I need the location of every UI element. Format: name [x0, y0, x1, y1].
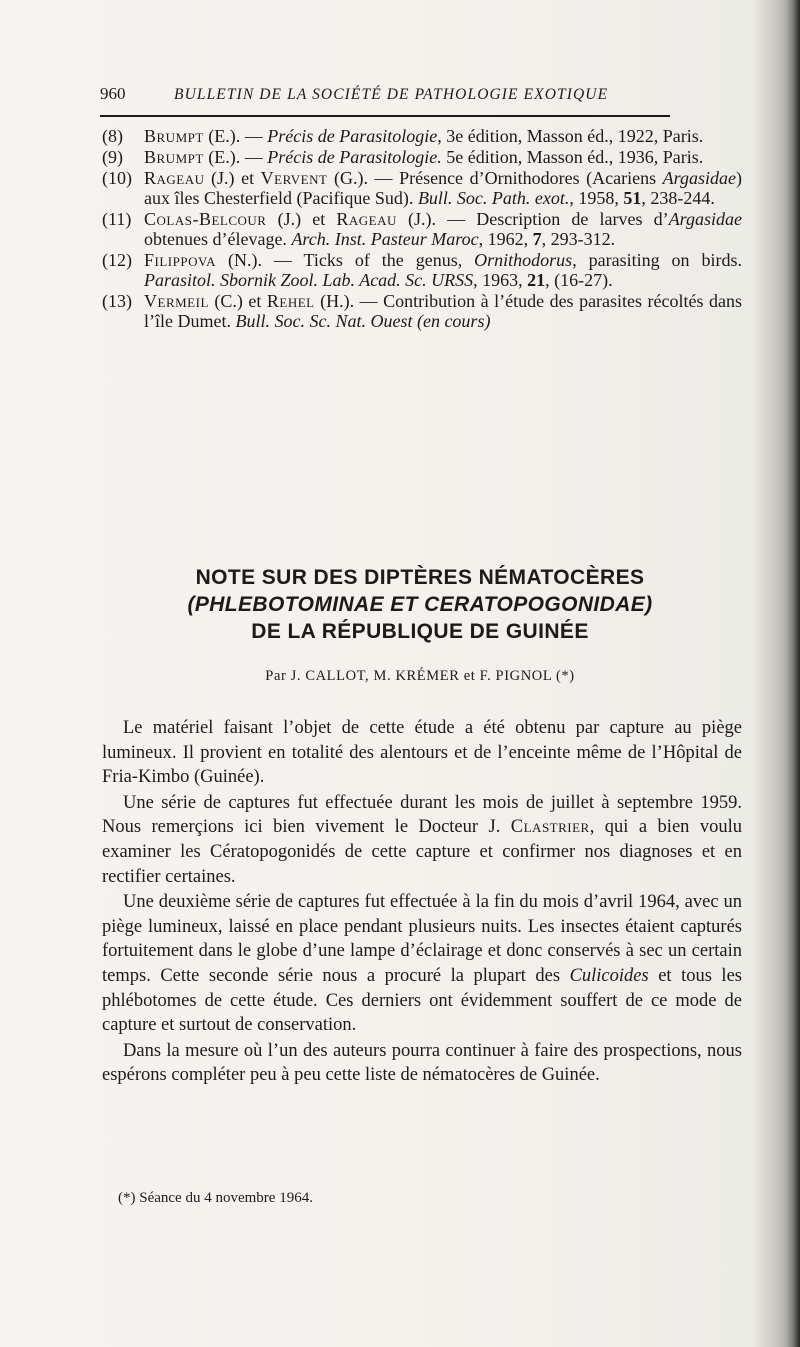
article-title	[100, 564, 740, 645]
reference-list	[102, 126, 742, 332]
article-authors: Par J. CALLOT, M. KRÉMER et F. PIGNOL (*)	[265, 668, 575, 684]
reference-title: Précis de Parasitologie.	[267, 147, 442, 167]
reference-item	[102, 147, 742, 167]
paragraph-text: , qui a bien voulu examiner les Cératopogonidés de cette capture et confirmer nos diagnoses et en rectifier certaines.	[102, 817, 742, 887]
reference-details: 3e édition, Masson éd., 1922, Paris.	[441, 126, 704, 146]
reference-item	[102, 209, 742, 249]
paragraph: Dans la mesure où l’un des auteurs pourra continuer à faire des prospections, nous espérons compléter peu à peu cette liste de nématocères de Guinée.	[102, 1040, 742, 1086]
reference-text-part: obtenues d’élevage.	[144, 229, 292, 249]
reference-item	[102, 168, 742, 208]
reference-author: Brumpt	[144, 147, 204, 167]
page-number: 960	[100, 84, 126, 103]
reference-italic: Ornithodorus	[474, 250, 573, 270]
reference-author: Filippova	[144, 250, 217, 270]
reference-text	[144, 209, 742, 249]
reference-initials: (E.). —	[203, 126, 268, 146]
title-line: DE LA RÉPUBLIQUE DE GUINÉE	[251, 620, 589, 643]
reference-text	[144, 168, 742, 208]
reference-text	[144, 250, 742, 290]
reference-author: Vervent	[260, 168, 328, 188]
reference-number: (11)	[102, 209, 132, 229]
reference-text	[144, 147, 742, 167]
reference-initials: (E.). —	[203, 147, 268, 167]
reference-author: Rehel	[266, 291, 315, 311]
reference-item	[102, 250, 742, 290]
reference-initials: (J.) et	[266, 209, 337, 229]
paragraph-text: et tous les phlébotomes de cette étude. Ces derniers ont évidemment souffert de ce mode de capture et surtout de conservation.	[102, 966, 742, 1036]
reference-journal: Arch. Inst. Pasteur Maroc	[291, 229, 479, 249]
paragraph-text: Une série de captures fut effectuée durant les mois de juillet à septembre 1959. Nous remerçions ici bien vivement le Docteur J.	[102, 792, 742, 838]
reference-text	[144, 126, 742, 146]
reference-volume: 21	[527, 270, 546, 290]
page-shadow-edge	[786, 0, 800, 1347]
title-line: NOTE SUR DES DIPTÈRES NÉMATOCÈRES	[195, 566, 645, 589]
reference-pages: , 293-312.	[541, 229, 616, 249]
reference-volume: 51	[623, 188, 642, 208]
reference-number: (9)	[102, 147, 123, 167]
reference-pages: , 238-244.	[641, 188, 715, 208]
reference-author: Rageau	[144, 168, 205, 188]
reference-initials: (J.) et	[204, 168, 261, 188]
reference-initials: (C.) et	[208, 291, 267, 311]
reference-journal: Bull. Soc. Sc. Nat. Ouest (en cours)	[235, 311, 491, 331]
person-name: Clastrier	[510, 817, 590, 838]
reference-year: , 1958,	[569, 188, 624, 208]
reference-title: (N.). — Ticks of the genus,	[216, 250, 475, 270]
reference-volume: 7	[532, 229, 542, 249]
title-line: (PHLEBOTOMINAE ET CERATOPOGONIDAE)	[187, 593, 653, 616]
reference-item	[102, 126, 742, 146]
reference-title: (G.). — Présence d’Ornithodores (Acariens	[327, 168, 663, 188]
article-body	[102, 716, 742, 1089]
reference-number: (12)	[102, 250, 132, 270]
genus-name: Culicoides	[569, 966, 649, 987]
reference-year: , 1962,	[478, 229, 533, 249]
reference-title: (J.). — Description de larves d’	[396, 209, 669, 229]
reference-title: Précis de Parasitologie,	[267, 126, 442, 146]
reference-details: 5e édition, Masson éd., 1936, Paris.	[441, 147, 704, 167]
reference-number: (8)	[102, 126, 123, 146]
reference-author: Rageau	[336, 209, 397, 229]
reference-text-part: ) aux îles Chesterfield (Pacifique Sud).	[144, 168, 742, 208]
reference-year: , 1963,	[473, 270, 528, 290]
reference-number: (10)	[102, 168, 132, 188]
reference-italic: Argasidae	[662, 168, 736, 188]
paragraph-text: Une deuxième série de captures fut effectuée à la fin du mois d’avril 1964, avec un piège lumineux, laissé en place pendant plusieurs nuits. Les insectes étaient capturés fortuitement dans le globe d’une lampe d’éclairage et donc conservés à sec un certain temps. Cette seconde série nous a procuré la plupart des	[102, 891, 742, 987]
footnote: (*) Séance du 4 novembre 1964.	[118, 1190, 313, 1206]
paragraph	[102, 890, 742, 1038]
journal-title: BULLETIN DE LA SOCIÉTÉ DE PATHOLOGIE EXOTIQUE	[174, 86, 609, 103]
reference-item	[102, 291, 742, 331]
reference-text-part: , parasiting on birds.	[572, 250, 742, 270]
running-head	[100, 84, 670, 114]
reference-pages: , (16-27).	[545, 270, 613, 290]
reference-author: Vermeil	[144, 291, 209, 311]
reference-author: Brumpt	[144, 126, 204, 146]
reference-italic: Argasidae	[668, 209, 743, 229]
paragraph: Le matériel faisant l’objet de cette étude a été obtenu par capture au piège lumineux. Il provient en totalité des alentours et de l’enceinte même de l’Hôpital de Fria-Kimbo (Guinée).	[102, 718, 742, 788]
reference-author: Colas-Belcour	[144, 209, 267, 229]
reference-journal: Parasitol. Sbornik Zool. Lab. Acad. Sc. URSS	[144, 270, 474, 290]
header-rule	[100, 115, 670, 117]
reference-number: (13)	[102, 291, 132, 311]
paragraph	[102, 791, 742, 890]
reference-title: (H.). — Contribution à l’étude des parasites récoltés dans l’île Dumet.	[144, 291, 743, 331]
reference-journal: Bull. Soc. Path. exot.	[417, 188, 570, 208]
reference-text	[144, 291, 742, 331]
